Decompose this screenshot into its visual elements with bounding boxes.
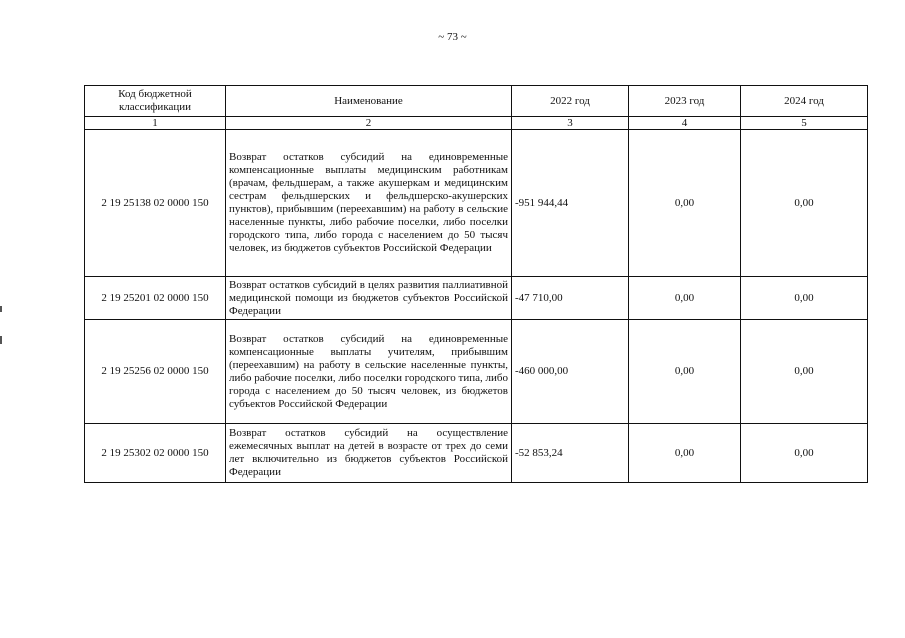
amount-2024-cell: 0,00 bbox=[741, 320, 868, 424]
header-code: Код бюджетной классификации bbox=[85, 86, 226, 117]
budget-code-cell: 2 19 25138 02 0000 150 bbox=[85, 130, 226, 277]
table-row bbox=[85, 130, 868, 277]
budget-table bbox=[84, 85, 868, 483]
amount-2023-cell: 0,00 bbox=[629, 320, 741, 424]
column-number-row bbox=[85, 117, 868, 130]
header-2023: 2023 год bbox=[629, 86, 741, 117]
column-number: 5 bbox=[741, 117, 868, 130]
amount-2022-cell: -47 710,00 bbox=[512, 277, 629, 320]
column-number: 3 bbox=[512, 117, 629, 130]
amount-2023-cell: 0,00 bbox=[629, 130, 741, 277]
amount-2022-cell: -951 944,44 bbox=[512, 130, 629, 277]
item-name-cell: Возврат остатков субсидий в целях развития паллиативной медицинской помощи из бюджетов субъектов Российской Федерации bbox=[226, 277, 512, 320]
item-name-cell: Возврат остатков субсидий на единовременные компенсационные выплаты медицинским работникам (врачам, фельдшерам, а также акушеркам и медицинским сестрам фельдшерских и фельдшерско-акушерских пунктов), прибывшим (переехавшим) на работу в сельские населенные пункты, либо рабочие поселки, либо поселки городского типа, либо города с населением до 50 тысяч человек, из бюджетов субъектов Российской Федерации bbox=[226, 130, 512, 277]
page-number: ~ 73 ~ bbox=[438, 31, 467, 43]
amount-2024-cell: 0,00 bbox=[741, 130, 868, 277]
header-2024: 2024 год bbox=[741, 86, 868, 117]
column-number: 1 bbox=[85, 117, 226, 130]
table-header-row bbox=[85, 86, 868, 117]
budget-code-cell: 2 19 25201 02 0000 150 bbox=[85, 277, 226, 320]
header-2022: 2022 год bbox=[512, 86, 629, 117]
item-name-cell: Возврат остатков субсидий на единовременные компенсационные выплаты учителям, прибывшим (переехавшим) на работу в сельские населенные пункты, либо рабочие поселки, либо поселки городского типа, либо города с населением до 50 тысяч человек, из бюджетов субъектов Российской Федерации bbox=[226, 320, 512, 424]
budget-code-cell: 2 19 25302 02 0000 150 bbox=[85, 424, 226, 483]
amount-2022-cell: -52 853,24 bbox=[512, 424, 629, 483]
header-name: Наименование bbox=[226, 86, 512, 117]
amount-2023-cell: 0,00 bbox=[629, 424, 741, 483]
amount-2022-cell: -460 000,00 bbox=[512, 320, 629, 424]
budget-code-cell: 2 19 25256 02 0000 150 bbox=[85, 320, 226, 424]
scan-margin-mark bbox=[0, 306, 2, 312]
column-number: 4 bbox=[629, 117, 741, 130]
table-row bbox=[85, 277, 868, 320]
scan-margin-mark bbox=[0, 336, 2, 344]
amount-2023-cell: 0,00 bbox=[629, 277, 741, 320]
table-row bbox=[85, 320, 868, 424]
column-number: 2 bbox=[226, 117, 512, 130]
amount-2024-cell: 0,00 bbox=[741, 424, 868, 483]
amount-2024-cell: 0,00 bbox=[741, 277, 868, 320]
item-name-cell: Возврат остатков субсидий на осуществление ежемесячных выплат на детей в возрасте от трех до семи лет включительно из бюджетов субъектов Российской Федерации bbox=[226, 424, 512, 483]
table-row bbox=[85, 424, 868, 483]
